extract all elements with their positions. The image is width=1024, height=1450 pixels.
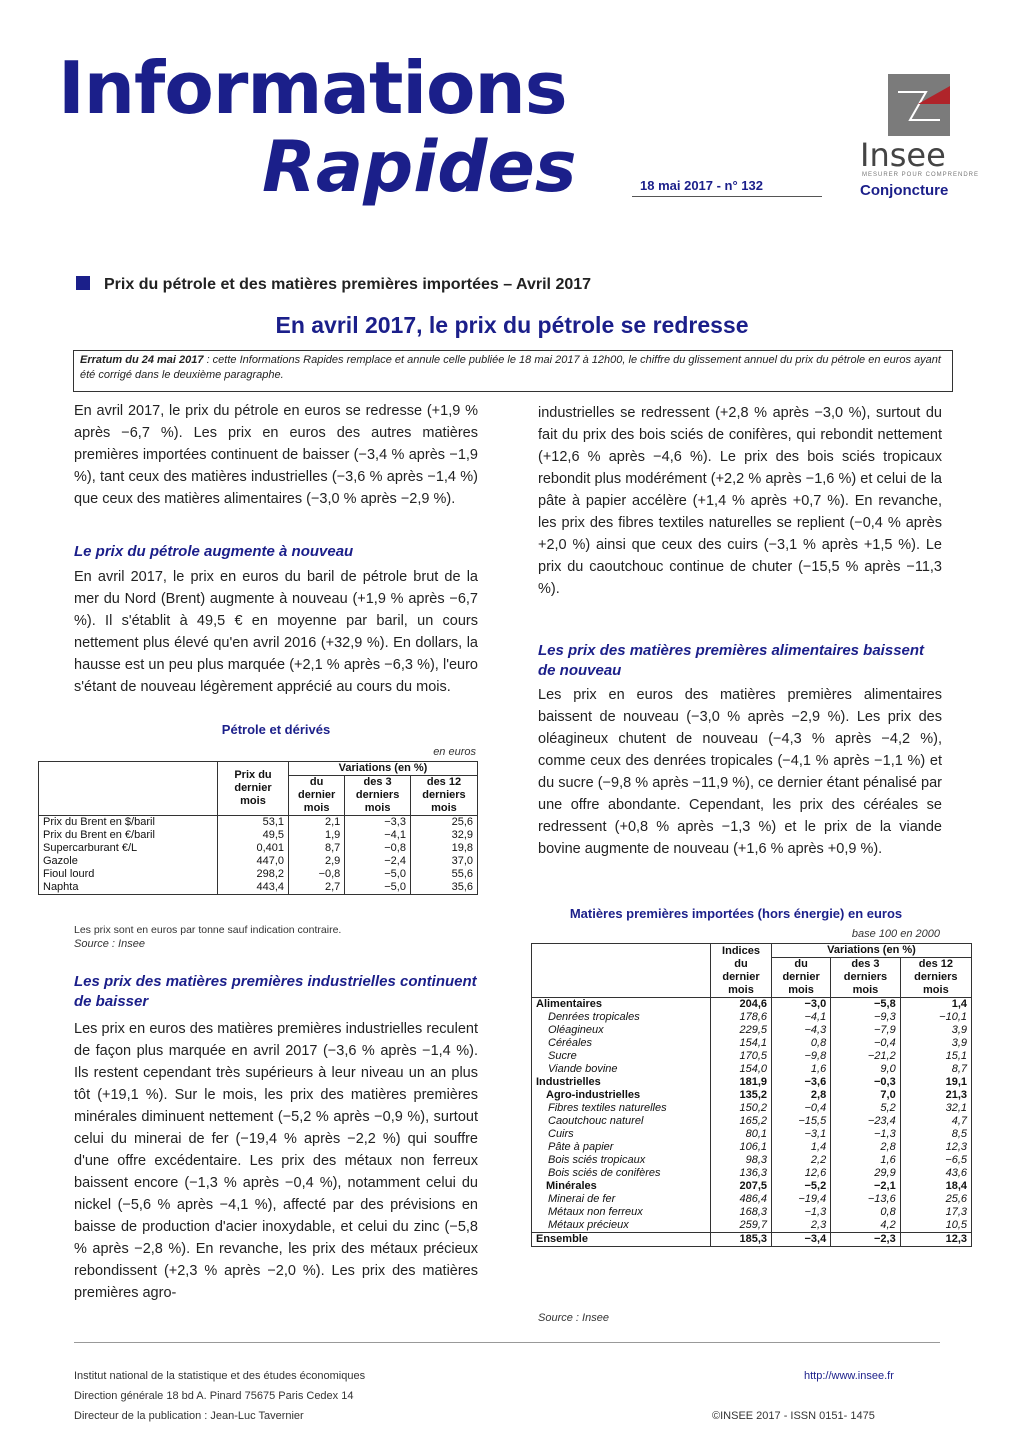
t2-header-c3: des 12 derniers mois	[900, 958, 971, 998]
t1-cell: 49,5	[218, 829, 289, 842]
t2-cell: −3,6	[772, 1076, 831, 1089]
insee-link[interactable]: http://www.insee.fr	[804, 1370, 894, 1382]
t2-row-label: Sucre	[532, 1050, 711, 1063]
t2-header-c1: du dernier mois	[772, 958, 831, 998]
t2-cell: 486,4	[711, 1193, 772, 1206]
kicker-text: Prix du pétrole et des matières premières importées – Avril 2017	[104, 276, 592, 293]
t1-cell: 298,2	[218, 868, 289, 881]
t1-cell: 19,8	[410, 842, 477, 855]
t2-cell: 135,2	[711, 1089, 772, 1102]
t2-cell: 25,6	[900, 1193, 971, 1206]
table-petrole	[38, 761, 478, 895]
intro-paragraph: En avril 2017, le prix du pétrole en euros se redresse (+1,9 % après −6,7 %). Les prix en euros des autres matières premières importées continuent de baisser (−3,4 % après −1,9 %), tant ceux des matières industrielles (−3,6 % après −1,4 %) que ceux des matières alimentaires (−3,0 % après −2,9 %).	[74, 403, 478, 507]
t1-cell: −5,0	[345, 881, 411, 895]
t2-cell: −3,4	[772, 1233, 831, 1247]
t2-cell: 32,1	[900, 1102, 971, 1115]
t2-cell: −3,0	[772, 998, 831, 1012]
footer-copyright: ©INSEE 2017 - ISSN 0151- 1475	[712, 1410, 875, 1422]
t2-cell: 0,8	[772, 1037, 831, 1050]
t2-cell: 19,1	[900, 1076, 971, 1089]
t2-cell: 5,2	[831, 1102, 901, 1115]
t2-cell: −5,2	[772, 1180, 831, 1193]
logo-name: Insee	[860, 136, 946, 174]
t2-cell: 1,4	[772, 1141, 831, 1154]
t2-row-label: Métaux précieux	[532, 1219, 711, 1233]
logo-tagline: MESURER POUR COMPRENDRE	[862, 172, 980, 178]
table1-unit: en euros	[433, 746, 476, 758]
t2-cell: 185,3	[711, 1233, 772, 1247]
col2-p2	[538, 684, 942, 860]
t2-row	[532, 1063, 972, 1076]
t2-row	[532, 1037, 972, 1050]
erratum-label: Erratum du 24 mai 2017	[80, 354, 204, 366]
t2-row-label: Agro-industrielles	[532, 1089, 711, 1102]
industrielles-paragraph: Les prix en euros des matières premières industrielles reculent de façon plus marquée en avril 2017 (−3,6 % après −1,4 %). Ils restent cependant très supérieurs à leur niveau un an plus tôt (+19,1 %). Sur le mois, les prix des matières premières minérales diminuent nettement (−5,2 % après −0,9 %), surtout celui du minerai de fer (−19,4 % après −2,2 %) qui souffre d'une offre excédentaire. Les prix des métaux non ferreux baissent encore (−1,3 % après −0,4 %), notamment celui du nickel (−5,6 % après −4,1 %), affecté par des prévisions en baisse de production d'acier inoxydable, et celui du zinc (−5,8 % après −2,8 %). En revanche, les prix des métaux précieux rebondissent (+2,3 % après −2,0 %). Les prix des matières premières agro-	[74, 1021, 478, 1301]
t2-row	[532, 1024, 972, 1037]
t1-row-label: Supercarburant €/L	[39, 842, 218, 855]
t1-row-label: Prix du Brent en €/baril	[39, 829, 218, 842]
t2-cell: 12,3	[900, 1233, 971, 1247]
col1-p1	[74, 566, 478, 698]
t2-row	[532, 1180, 972, 1193]
t2-row-label: Pâte à papier	[532, 1141, 711, 1154]
t2-cell: 136,3	[711, 1167, 772, 1180]
t1-cell: −0,8	[345, 842, 411, 855]
t2-cell: −13,6	[831, 1193, 901, 1206]
t2-row-label: Fibres textiles naturelles	[532, 1102, 711, 1115]
t1-cell: 443,4	[218, 881, 289, 895]
t2-row	[532, 1167, 972, 1180]
t1-cell: −0,8	[289, 868, 345, 881]
t1-row	[39, 829, 478, 842]
t2-cell: −9,8	[772, 1050, 831, 1063]
t1-cell: 55,6	[410, 868, 477, 881]
t2-row	[532, 1206, 972, 1219]
t2-row-label: Minerai de fer	[532, 1193, 711, 1206]
t2-cell: 259,7	[711, 1219, 772, 1233]
t1-row-label: Gazole	[39, 855, 218, 868]
t2-row-label: Ensemble	[532, 1233, 711, 1247]
t2-cell: 2,8	[772, 1089, 831, 1102]
t2-cell: −4,3	[772, 1024, 831, 1037]
issue-date: 18 mai 2017 - n° 132	[640, 178, 763, 193]
t2-cell: −0,3	[831, 1076, 901, 1089]
t2-cell: 154,1	[711, 1037, 772, 1050]
t2-row	[532, 1076, 972, 1089]
t2-row	[532, 1219, 972, 1233]
t2-header-var: Variations (en %)	[772, 944, 972, 958]
t2-row-label: Viande bovine	[532, 1063, 711, 1076]
t1-cell: 53,1	[218, 816, 289, 830]
t2-cell: 165,2	[711, 1115, 772, 1128]
agro-paragraph: industrielles se redressent (+2,8 % après −3,0 %), surtout du fait du prix des bois sciés de conifères, qui rebondit nettement (+12,6 % après −4,6 %). Le prix des bois sciés tropicaux rebondit plus modérément (+2,2 % après −1,6 %) et celui de la pâte à papier accélère (+1,4 % après +0,7 %). En revanche, les prix des fibres textiles naturelles se replient (−0,4 % après +2,0 %) ainsi que ceux des cuirs (−3,1 % après +1,5 %). Le prix du caoutchouc continue de chuter (−15,5 % après −11,3 %).	[538, 405, 942, 597]
t2-cell: 21,3	[900, 1089, 971, 1102]
t2-cell: 8,7	[900, 1063, 971, 1076]
t2-row-label: Métaux non ferreux	[532, 1206, 711, 1219]
t2-cell: 17,3	[900, 1206, 971, 1219]
t2-cell: 4,2	[831, 1219, 901, 1233]
t2-cell: 168,3	[711, 1206, 772, 1219]
t2-cell: 12,6	[772, 1167, 831, 1180]
t2-cell: 80,1	[711, 1128, 772, 1141]
t1-row	[39, 842, 478, 855]
t2-cell: 229,5	[711, 1024, 772, 1037]
t1-header-c1: du dernier mois	[289, 776, 345, 816]
table2-title: Matières premières importées (hors énergie) en euros	[569, 906, 903, 921]
t2-cell: 0,8	[831, 1206, 901, 1219]
t2-cell: 150,2	[711, 1102, 772, 1115]
section-heading-petrole: Le prix du pétrole augmente à nouveau	[74, 543, 354, 560]
t1-row-label: Fioul lourd	[39, 868, 218, 881]
t2-cell: −19,4	[772, 1193, 831, 1206]
t2-cell: 3,9	[900, 1037, 971, 1050]
t2-cell: 43,6	[900, 1167, 971, 1180]
t1-row	[39, 816, 478, 830]
table2-base: base 100 en 2000	[851, 928, 940, 940]
t1-cell: 8,7	[289, 842, 345, 855]
t2-row-label: Bois sciés tropicaux	[532, 1154, 711, 1167]
footer-rule	[74, 1342, 940, 1343]
t2-cell: −7,9	[831, 1024, 901, 1037]
t1-cell: 35,6	[410, 881, 477, 895]
t2-row	[532, 1011, 972, 1024]
insee-logo-icon	[888, 74, 950, 136]
t1-cell: 0,401	[218, 842, 289, 855]
t2-cell: −21,2	[831, 1050, 901, 1063]
masthead-subtitle: Rapides	[262, 126, 577, 208]
col1-p2	[74, 1018, 478, 1304]
t2-row-label: Denrées tropicales	[532, 1011, 711, 1024]
t2-cell: −15,5	[772, 1115, 831, 1128]
t1-cell: 32,9	[410, 829, 477, 842]
t1-header-c2: des 3 derniers mois	[345, 776, 411, 816]
t1-header-price: Prix du dernier mois	[218, 762, 289, 816]
t2-cell: −6,5	[900, 1154, 971, 1167]
t1-row	[39, 868, 478, 881]
t1-row-label: Naphta	[39, 881, 218, 895]
t2-cell: −9,3	[831, 1011, 901, 1024]
headline: En avril 2017, le prix du pétrole se redresse	[275, 312, 749, 338]
footer-director: Directeur de la publication : Jean-Luc Tavernier	[74, 1410, 304, 1422]
t2-cell: 154,0	[711, 1063, 772, 1076]
t1-cell: −2,4	[345, 855, 411, 868]
section-heading-alimentaires: Les prix des matières premières alimentaires baissent de nouveau	[538, 642, 925, 679]
t2-cell: −23,4	[831, 1115, 901, 1128]
t2-row-label: Alimentaires	[532, 998, 711, 1012]
t2-row	[532, 998, 972, 1012]
header-rule	[632, 196, 822, 197]
t2-row	[532, 1128, 972, 1141]
t2-cell: 204,6	[711, 998, 772, 1012]
t2-cell: −0,4	[831, 1037, 901, 1050]
section-heading-industrielles: Les prix des matières premières industrielles continuent de baisser	[74, 973, 477, 1010]
t1-header-var: Variations (en %)	[289, 762, 478, 776]
t2-cell: −5,8	[831, 998, 901, 1012]
t2-cell: 7,0	[831, 1089, 901, 1102]
t2-cell: −0,4	[772, 1102, 831, 1115]
logo-series: Conjoncture	[860, 182, 949, 199]
t2-cell: −10,1	[900, 1011, 971, 1024]
t2-row	[532, 1141, 972, 1154]
t2-cell: 2,2	[772, 1154, 831, 1167]
t2-cell: −1,3	[772, 1206, 831, 1219]
erratum-box	[73, 350, 953, 392]
t1-row	[39, 881, 478, 895]
col2-p1	[538, 402, 942, 600]
t2-cell: 3,9	[900, 1024, 971, 1037]
square-bullet-icon	[76, 276, 90, 290]
petrole-paragraph: En avril 2017, le prix en euros du baril de pétrole brut de la mer du Nord (Brent) augmente à nouveau (+1,9 % après −6,7 %). Il s'établit à 49,5 € en moyenne par baril, un cours nettement plus élevé qu'en avril 2016 (+32,9 %). En dollars, la hausse est un peu plus marquée (+2,1 % après −6,3 %), l'euro s'étant de nouveau légèrement apprécié au cours du mois.	[74, 569, 478, 695]
table2-source: Source : Insee	[538, 1312, 609, 1324]
t2-cell: 2,3	[772, 1219, 831, 1233]
t2-cell: 10,5	[900, 1219, 971, 1233]
table1-source: Source : Insee	[74, 938, 145, 950]
t2-row	[532, 1233, 972, 1247]
t1-row-label: Prix du Brent en $/baril	[39, 816, 218, 830]
t2-cell: 9,0	[831, 1063, 901, 1076]
table1-note: Les prix sont en euros par tonne sauf indication contraire.	[74, 924, 342, 936]
t2-cell: 1,6	[772, 1063, 831, 1076]
t2-cell: 181,9	[711, 1076, 772, 1089]
kicker	[76, 276, 591, 294]
t2-row-label: Céréales	[532, 1037, 711, 1050]
t1-cell: −5,0	[345, 868, 411, 881]
table1-title: Pétrole et dérivés	[221, 722, 331, 737]
t2-row-label: Oléagineux	[532, 1024, 711, 1037]
alimentaires-paragraph: Les prix en euros des matières premières alimentaires baissent de nouveau (−3,0 % après −2,9 %). Les prix des oléagineux chutent de nouveau (−4,3 % après −4,2 %), comme ceux des denrées tropicales (−4,1 % après −1,1 %) et du sucre (−9,8 % après −11,9 %), ce dernier étant pénalisé par une offre abondante. Cependant, les prix des céréales se redressent (+0,8 % après −1,3 %) et le prix de la viande bovine augmente de nouveau (+1,6 % après +0,9 %).	[538, 687, 942, 857]
t2-row	[532, 1089, 972, 1102]
t2-row	[532, 1102, 972, 1115]
erratum-text: : cette Informations Rapides remplace et annule celle publiée le 18 mai 2017 à 12h00, le chiffre du glissement annuel du prix du pétrole en euros ayant été corrigé dans le deuxième paragraphe.	[80, 354, 941, 381]
t2-cell: 18,4	[900, 1180, 971, 1193]
t2-cell: 1,6	[831, 1154, 901, 1167]
t2-row	[532, 1050, 972, 1063]
t2-cell: 4,7	[900, 1115, 971, 1128]
t2-row-label: Caoutchouc naturel	[532, 1115, 711, 1128]
t2-cell: 207,5	[711, 1180, 772, 1193]
t1-cell: −4,1	[345, 829, 411, 842]
masthead-title: Informations	[58, 46, 567, 130]
t1-cell: 25,6	[410, 816, 477, 830]
t1-cell: 447,0	[218, 855, 289, 868]
t2-cell: 12,3	[900, 1141, 971, 1154]
t2-cell: 178,6	[711, 1011, 772, 1024]
t2-row-label: Bois sciés de conifères	[532, 1167, 711, 1180]
t1-cell: 2,9	[289, 855, 345, 868]
t1-row	[39, 855, 478, 868]
t1-header-c3: des 12 derniers mois	[410, 776, 477, 816]
t2-header-index: Indices du dernier mois	[711, 944, 772, 998]
t2-cell: −1,3	[831, 1128, 901, 1141]
t2-cell: 98,3	[711, 1154, 772, 1167]
t2-row	[532, 1115, 972, 1128]
t2-cell: −2,3	[831, 1233, 901, 1247]
t2-cell: 29,9	[831, 1167, 901, 1180]
t2-cell: 15,1	[900, 1050, 971, 1063]
t2-header-c2: des 3 derniers mois	[831, 958, 901, 998]
t2-row	[532, 1193, 972, 1206]
t2-cell: 2,8	[831, 1141, 901, 1154]
t2-row-label: Cuirs	[532, 1128, 711, 1141]
t2-cell: 8,5	[900, 1128, 971, 1141]
t2-cell: −4,1	[772, 1011, 831, 1024]
t1-cell: −3,3	[345, 816, 411, 830]
t2-row-label: Minérales	[532, 1180, 711, 1193]
footer-url[interactable]	[804, 1370, 894, 1382]
t2-cell: 1,4	[900, 998, 971, 1012]
t1-cell: 37,0	[410, 855, 477, 868]
t2-cell: −3,1	[772, 1128, 831, 1141]
t2-cell: 170,5	[711, 1050, 772, 1063]
table-matieres-premieres	[531, 943, 972, 1247]
t2-cell: −2,1	[831, 1180, 901, 1193]
t1-cell: 1,9	[289, 829, 345, 842]
footer-address: Direction générale 18 bd A. Pinard 75675 Paris Cedex 14	[74, 1390, 354, 1402]
t2-cell: 106,1	[711, 1141, 772, 1154]
t1-cell: 2,1	[289, 816, 345, 830]
t2-row-label: Industrielles	[532, 1076, 711, 1089]
footer-institute: Institut national de la statistique et des études économiques	[74, 1370, 366, 1382]
t1-cell: 2,7	[289, 881, 345, 895]
col1-intro	[74, 400, 478, 510]
t2-row	[532, 1154, 972, 1167]
